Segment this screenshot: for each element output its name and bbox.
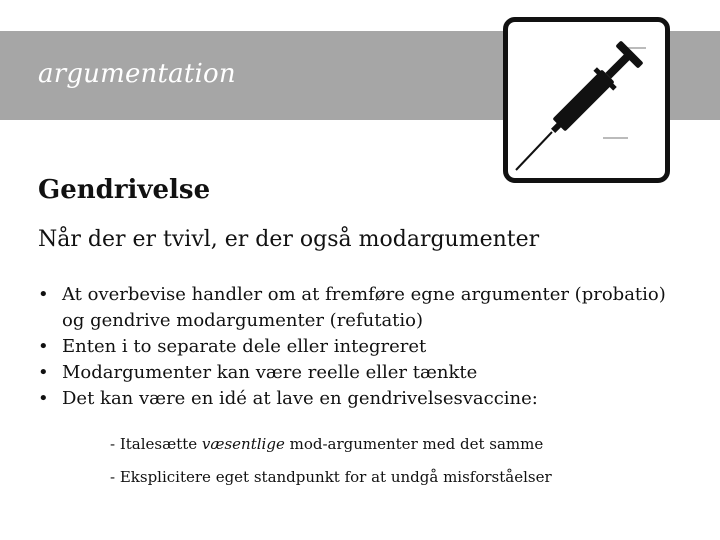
- bullet-text: Modargumenter kan være reelle eller tænkte: [62, 362, 478, 383]
- syringe-icon: [503, 17, 670, 183]
- subnote-suffix: mod-argumenter med det samme: [284, 435, 544, 453]
- bullet-marker: •: [38, 284, 49, 305]
- bullet-text: Enten i to separate dele eller integreret: [62, 336, 427, 357]
- bullet-marker: •: [38, 336, 49, 357]
- list-item: [38, 334, 678, 360]
- list-item: [38, 386, 678, 412]
- subnote-item: [110, 468, 552, 486]
- list-item: [38, 282, 678, 334]
- bullet-text: Det kan være en idé at lave en gendrivelsesvaccine:: [62, 388, 538, 409]
- bullet-list: [38, 282, 678, 412]
- subnote-text: - Eksplicitere eget standpunkt for at undgå misforståelser: [110, 468, 552, 486]
- bullet-marker: •: [38, 362, 49, 383]
- banner-title: argumentation: [38, 59, 236, 89]
- bullet-marker: •: [38, 388, 49, 409]
- slide-subheading: Når der er tvivl, er der også modargumenter: [38, 227, 540, 252]
- subnote-item: [110, 435, 543, 453]
- subnote-emphasis: væsentlige: [201, 435, 285, 453]
- subnote-prefix: - Italesætte: [110, 435, 202, 453]
- list-item: [38, 360, 678, 386]
- slide-heading: Gendrivelse: [38, 175, 211, 205]
- bullet-text: At overbevise handler om at fremføre egne argumenter (probatio) og gendrive modargumenter (refutatio): [62, 284, 666, 331]
